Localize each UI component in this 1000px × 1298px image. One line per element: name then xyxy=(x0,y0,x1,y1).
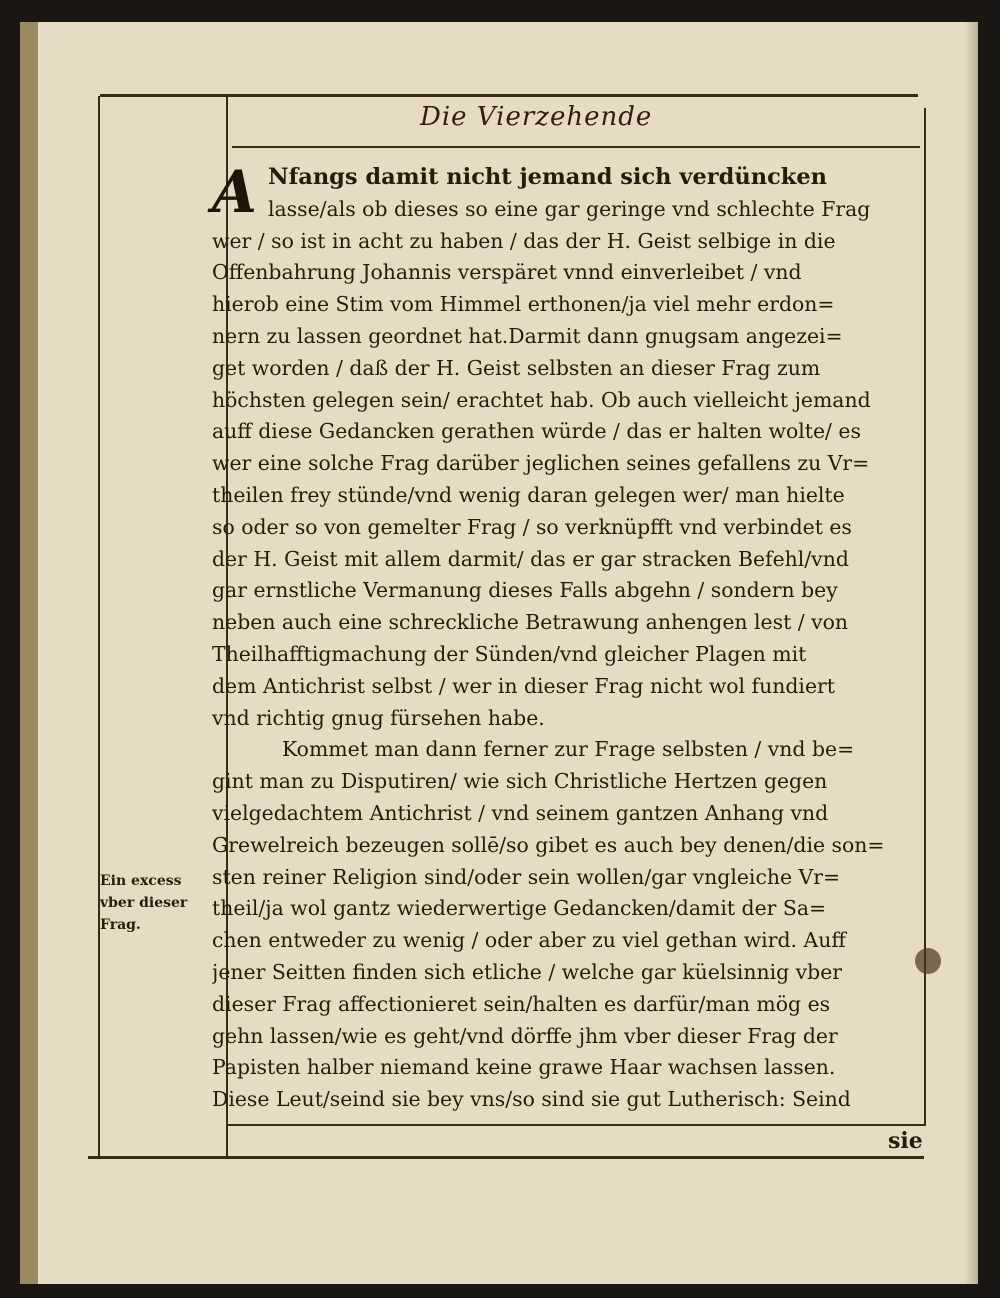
text-line: wer / so ist in acht zu haben / das der H. Geist selbige in die xyxy=(212,228,836,253)
text-bottom-rule xyxy=(226,1124,926,1126)
text-line: auff diese Gedancken gerathen würde / das er halten wolte/ es xyxy=(212,419,861,444)
page-header: Die Vierzehende xyxy=(420,102,653,132)
main-text-block xyxy=(212,158,912,1116)
margin-rule xyxy=(98,96,100,1158)
text-line: Theilhafftigmachung der Sünden/vnd gleicher Plagen mit xyxy=(212,641,807,666)
margin-note-line: vber dieser xyxy=(100,895,188,911)
text-line: lasse/als ob dieses so eine gar geringe vnd schlechte Frag xyxy=(268,196,871,221)
text-line: neben auch eine schreckliche Betrawung anhengen lest / von xyxy=(212,610,849,635)
margin-note-line: Ein excess xyxy=(100,873,182,889)
text-line: dem Antichrist selbst / wer in dieser Frag nicht wol fundiert xyxy=(212,673,835,698)
text-line: vielgedachtem Antichrist / vnd seinem gantzen Anhang vnd xyxy=(212,800,829,825)
text-line: Nfangs damit nicht jemand sich verdüncken xyxy=(268,164,828,190)
drop-cap-initial: A xyxy=(212,158,258,226)
text-line: gar ernstliche Vermanung dieses Falls abgehn / sondern bey xyxy=(212,578,838,603)
text-line: Kommet man dann ferner zur Frage selbsten / vnd be= xyxy=(282,737,855,762)
text-line: theilen frey stünde/vnd wenig daran gelegen wer/ man hielte xyxy=(212,482,845,507)
text-line: Grewelreich bezeugen sollē/so gibet es auch bey denen/die son= xyxy=(212,832,885,857)
ink-stain xyxy=(915,948,941,974)
text-line: gint man zu Disputiren/ wie sich Christliche Hertzen gegen xyxy=(212,769,828,794)
text-line: dieser Frag affectionieret sein/halten es darfür/man mög es xyxy=(212,991,831,1016)
catchword: sie xyxy=(888,1128,923,1154)
text-line: gehn lassen/wie es geht/vnd dörffe jhm vber dieser Frag der xyxy=(212,1023,838,1048)
text-line: vnd richtig gnug fürsehen habe. xyxy=(212,705,545,730)
text-line: der H. Geist mit allem darmit/ das er gar stracken Befehl/vnd xyxy=(212,546,849,571)
text-line: Papisten halber niemand keine grawe Haar wachsen lassen. xyxy=(212,1055,836,1080)
text-line: sten reiner Religion sind/oder sein wollen/gar vngleiche Vr= xyxy=(212,864,841,889)
text-line: so oder so von gemelter Frag / so verknüpfft vnd verbindet es xyxy=(212,514,852,539)
text-line: Diese Leut/seind sie bey vns/so sind sie gut Lutherisch: Seind xyxy=(212,1087,851,1112)
text-line: chen entweder zu wenig / oder aber zu viel gethan wird. Auff xyxy=(212,928,846,953)
header-underline xyxy=(232,146,920,148)
text-line: theil/ja wol gantz wiederwertige Gedancken/damit der Sa= xyxy=(212,896,827,921)
text-line: hierob eine Stim vom Himmel erthonen/ja viel mehr erdon= xyxy=(212,292,835,317)
text-line: wer eine solche Frag darüber jeglichen seines gefallens zu Vr= xyxy=(212,451,870,476)
text-line: nern zu lassen geordnet hat.Darmit dann gnugsam angezei= xyxy=(212,323,843,348)
text-line: Offenbahrung Johannis verspäret vnnd einverleibet / vnd xyxy=(212,260,802,285)
text-line: höchsten gelegen sein/ erachtet hab. Ob auch vielleicht jemand xyxy=(212,387,871,412)
text-line: jener Seitten finden sich etliche / welche gar küelsinnig vber xyxy=(212,959,843,984)
margin-note-line: Frag. xyxy=(100,917,141,933)
margin-note xyxy=(100,870,218,936)
text-line: get worden / daß der H. Geist selbsten an dieser Frag zum xyxy=(212,355,821,380)
top-rule xyxy=(100,94,918,97)
bottom-rule xyxy=(88,1156,924,1159)
